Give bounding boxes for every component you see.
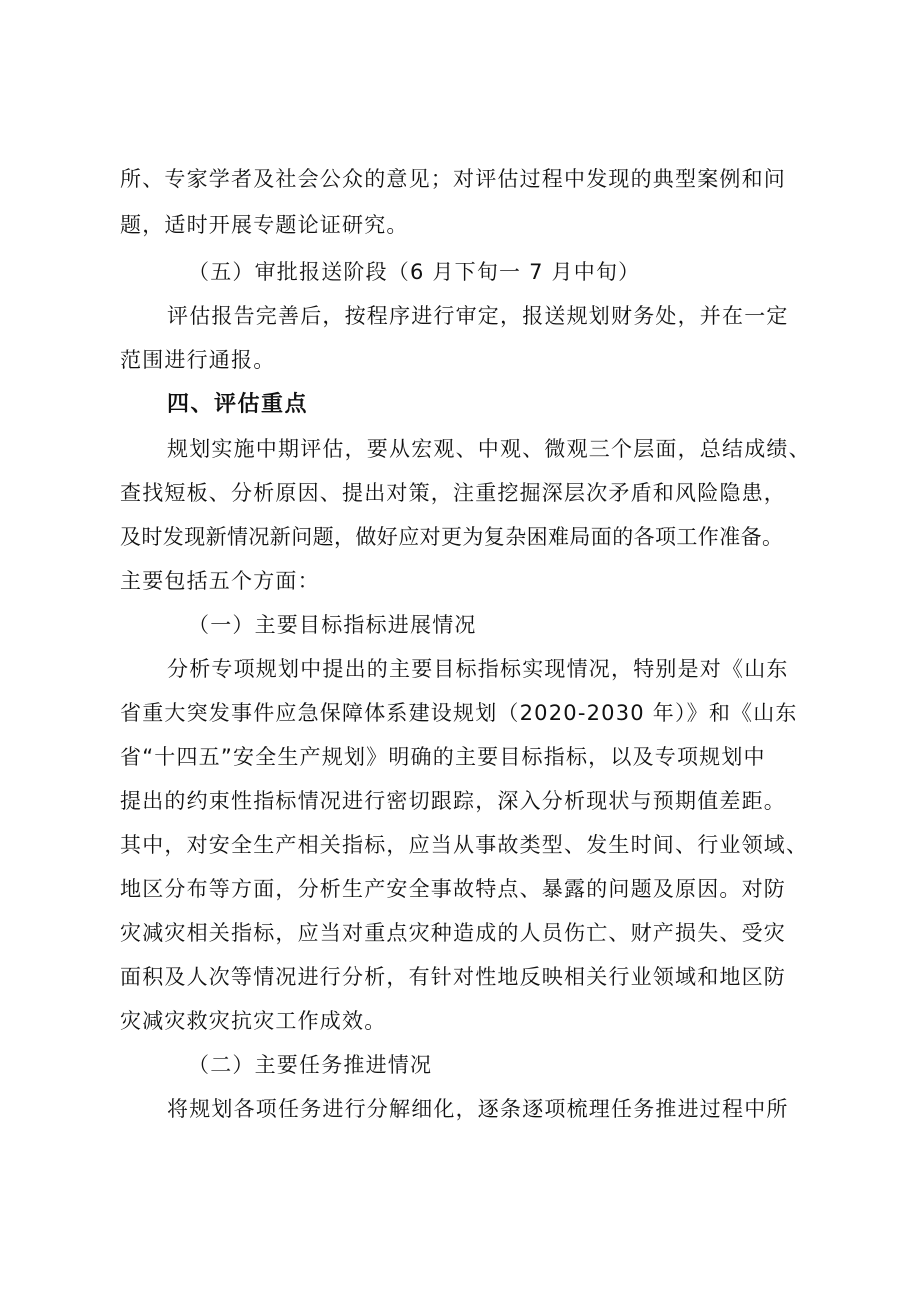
- body-text-line: 及时发现新情况新问题，做好应对更为复杂困难局面的各项工作准备。: [120, 525, 784, 549]
- body-text-line: 评估报告完善后，按程序进行审定，报送规划财务处，并在一定: [167, 304, 789, 328]
- body-text-line: 将规划各项任务进行分解细化，逐条逐项梳理任务推进过程中所: [167, 1097, 789, 1121]
- body-text-line: 主要包括五个方面：: [120, 569, 320, 593]
- body-text-line: 范围进行通报。: [120, 348, 276, 372]
- section-heading: 四、评估重点: [167, 392, 309, 417]
- body-text-line: 所、专家学者及社会公众的意见；对评估过程中发现的典型案例和问: [120, 167, 786, 191]
- body-text-line: 其中，对安全生产相关指标，应当从事故类型、发生时间、行业领域、: [120, 833, 809, 857]
- body-text-line: 规划实施中期评估，要从宏观、中观、微观三个层面，总结成绩、: [167, 437, 811, 461]
- body-text-line: 省重大突发事件应急保障体系建设规划（2020-2030 年）》和《山东: [120, 701, 798, 725]
- body-text-line: 省“十四五”安全生产规划》明确的主要目标指标，以及专项规划中: [120, 745, 766, 769]
- subsection-heading: （一）主要目标指标进展情况: [188, 613, 477, 637]
- body-text-line: 题，适时开展专题论证研究。: [120, 213, 409, 237]
- subsection-heading: （二）主要任务推进情况: [188, 1053, 433, 1077]
- subsection-heading: （五）审批报送阶段（6 月下旬一 7 月中旬）: [188, 260, 641, 284]
- body-text-line: 提出的约束性指标情况进行密切跟踪，深入分析现状与预期值差距。: [120, 789, 786, 813]
- body-text-line: 地区分布等方面，分析生产安全事故特点、暴露的问题及原因。对防: [120, 877, 786, 901]
- body-text-line: 灾减灾相关指标，应当对重点灾种造成的人员伤亡、财产损失、受灾: [120, 921, 786, 945]
- body-text-line: 查找短板、分析原因、提出对策，注重挖掘深层次矛盾和风险隐患，: [120, 481, 786, 505]
- body-text-line: 面积及人次等情况进行分析，有针对性地反映相关行业领域和地区防: [120, 965, 786, 989]
- body-text-line: 分析专项规划中提出的主要目标指标实现情况，特别是对《山东: [167, 657, 789, 681]
- body-text-line: 灾减灾救灾抗灾工作成效。: [120, 1009, 387, 1033]
